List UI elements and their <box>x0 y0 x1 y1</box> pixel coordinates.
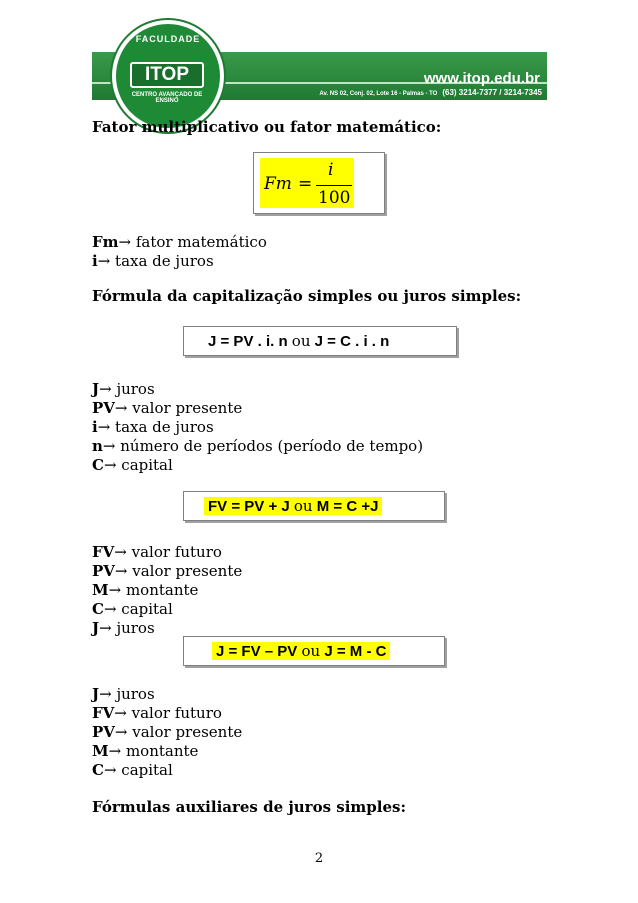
def-symbol: C <box>92 600 104 618</box>
phone-numbers: (63) 3214-7377 / 3214-7345 <box>442 88 542 97</box>
formula-fm-equals: = <box>298 174 313 194</box>
def-text: → taxa de juros <box>97 252 214 270</box>
def-text: → valor futuro <box>114 543 222 561</box>
def-text: → fator matemático <box>118 233 267 251</box>
formula-part-a: J = PV . i. n <box>208 333 288 350</box>
formula-fraction-bar <box>316 185 352 186</box>
formula-part-b: J = M - C <box>324 643 387 660</box>
def-text: → juros <box>99 619 155 637</box>
heading-auxiliares: Fórmulas auxiliares de juros simples: <box>92 798 406 816</box>
formula-part-b: J = C . i . n <box>314 333 390 350</box>
def-symbol: n <box>92 437 103 455</box>
def-line <box>92 562 242 580</box>
def-symbol: J <box>92 685 100 703</box>
formula-fv <box>204 497 382 515</box>
def-line <box>92 399 242 417</box>
def-symbol: M <box>92 581 109 599</box>
formula-fm-box <box>253 152 385 214</box>
heading-capitalizacao: Fórmula da capitalização simples ou juros simples: <box>92 287 522 305</box>
def-text: → valor presente <box>114 399 243 417</box>
def-text: → valor presente <box>114 562 243 580</box>
def-line <box>92 619 155 637</box>
formula-j-box <box>183 636 445 666</box>
def-text: → valor presente <box>114 723 243 741</box>
def-text: → montante <box>108 581 199 599</box>
def-symbol: PV <box>92 399 115 417</box>
logo-bottom-text: CENTRO AVANÇADO DE ENSINO <box>131 92 203 104</box>
formula-ou: ou <box>293 497 313 515</box>
formula-fv-box <box>183 491 445 521</box>
def-line <box>92 418 214 436</box>
website-link[interactable]: www.itop.edu.br <box>423 70 540 87</box>
def-text: → capital <box>103 761 173 779</box>
def-text: → montante <box>108 742 199 760</box>
def-symbol: J <box>92 619 100 637</box>
page-number: 2 <box>314 851 324 866</box>
formula-part-a: FV = PV + J <box>208 498 290 515</box>
def-line <box>92 233 267 251</box>
def-line <box>92 581 198 599</box>
def-text: → valor futuro <box>114 704 222 722</box>
def-line <box>92 456 173 474</box>
formula-part-a: J = FV – PV <box>216 643 298 660</box>
def-symbol: i <box>92 418 98 436</box>
def-text: → capital <box>103 456 173 474</box>
def-line <box>92 600 173 618</box>
def-text: → taxa de juros <box>97 418 214 436</box>
formula-juros-box <box>183 326 457 356</box>
def-line <box>92 380 155 398</box>
logo-main-text: ITOP <box>130 62 204 88</box>
header-address <box>292 88 542 97</box>
formula-fm-numerator: i <box>328 160 334 180</box>
def-symbol: i <box>92 252 98 270</box>
def-text: → capital <box>103 600 173 618</box>
heading-fator: Fator multiplicativo ou fator matemático: <box>92 118 442 136</box>
def-line <box>92 742 198 760</box>
address-text: Av. NS 02, Conj. 02, Lote 16 - Palmas - TO <box>319 91 438 97</box>
def-text: → juros <box>99 685 155 703</box>
def-symbol: J <box>92 380 100 398</box>
def-line <box>92 252 214 270</box>
formula-juros <box>208 332 389 350</box>
def-line <box>92 543 222 561</box>
def-text: → juros <box>99 380 155 398</box>
def-symbol: PV <box>92 723 115 741</box>
def-symbol: FV <box>92 543 115 561</box>
formula-fm-highlight <box>260 158 354 208</box>
formula-fm-denominator: 100 <box>318 188 351 208</box>
def-line <box>92 685 155 703</box>
formula-fm-lhs: Fm <box>264 174 292 194</box>
def-line <box>92 723 242 741</box>
def-symbol: PV <box>92 562 115 580</box>
formula-ou: ou <box>301 642 321 660</box>
def-symbol: C <box>92 761 104 779</box>
def-text: → número de períodos (período de tempo) <box>102 437 424 455</box>
def-line <box>92 704 222 722</box>
logo-top-text: FACULDADE <box>135 34 201 44</box>
def-symbol: FV <box>92 704 115 722</box>
def-line <box>92 437 423 455</box>
def-line <box>92 761 173 779</box>
formula-part-b: M = C +J <box>316 498 379 515</box>
def-symbol: Fm <box>92 233 119 251</box>
formula-j <box>212 642 390 660</box>
def-symbol: M <box>92 742 109 760</box>
formula-ou: ou <box>291 332 311 350</box>
def-symbol: C <box>92 456 104 474</box>
